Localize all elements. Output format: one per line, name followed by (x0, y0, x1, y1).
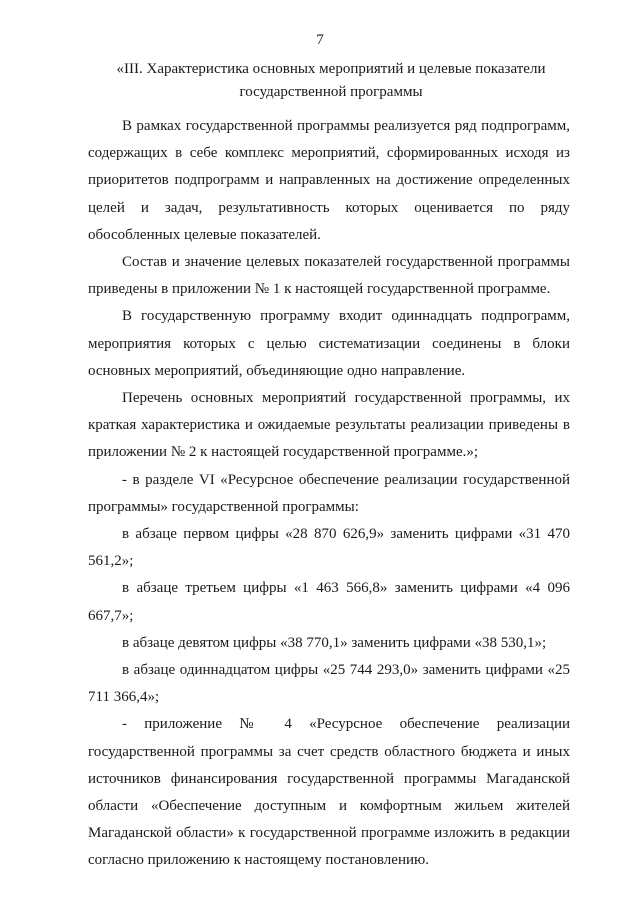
section-heading-line-1: «III. Характеристика основных мероприятий и целевые показатели (116, 61, 546, 77)
section-heading-line-2: государственной программы (239, 84, 423, 100)
paragraph: в абзаце первом цифры «28 870 626,9» заменить цифрами «31 470 561,2»; (88, 526, 570, 570)
paragraph: Состав и значение целевых показателей государственной программы приведены в приложении № 1 к настоящей государственной программе. (88, 254, 570, 298)
page-number: 7 (316, 32, 324, 48)
paragraph: в абзаце третьем цифры «1 463 566,8» заменить цифрами «4 096 667,7»; (88, 580, 570, 624)
paragraph: в абзаце одиннадцатом цифры «25 744 293,0» заменить цифрами «25 711 366,4»; (88, 662, 570, 706)
paragraph: в абзаце девятом цифры «38 770,1» заменить цифрами «38 530,1»; (122, 634, 547, 651)
paragraph: В государственную программу входит одиннадцать подпрограмм, мероприятия которых с целью систематизации соединены в блоки основных мероприятий, объединяющие одно направление. (88, 308, 570, 379)
document-body (88, 113, 570, 875)
paragraph: В рамках государственной программы реализуется ряд подпрограмм, содержащих в себе комплекс мероприятий, сформированных исходя из приоритетов подпрограмм и направленных на достижение определенных целей и задач, результативность которых оценивается по ряду обособленных целевые показателей. (88, 118, 570, 243)
section-heading (98, 58, 564, 104)
paragraph: - приложение № 4 «Ресурсное обеспечение реализации государственной программы за счет средств областного бюджета и иных источников финансирования государственной программы Магаданской области «Обеспечение доступным и комфортным жильем жителей Магаданской области» к государственной программе изложить в редакции согласно приложению к настоящему постановлению. (88, 716, 570, 869)
paragraph: Перечень основных мероприятий государственной программы, их краткая характеристика и ожидаемые результаты реализации приведены в приложении № 2 к настоящей государственной программе.»; (88, 390, 570, 461)
paragraph: - в разделе VI «Ресурсное обеспечение реализации государственной программы» государственной программы: (88, 471, 570, 515)
